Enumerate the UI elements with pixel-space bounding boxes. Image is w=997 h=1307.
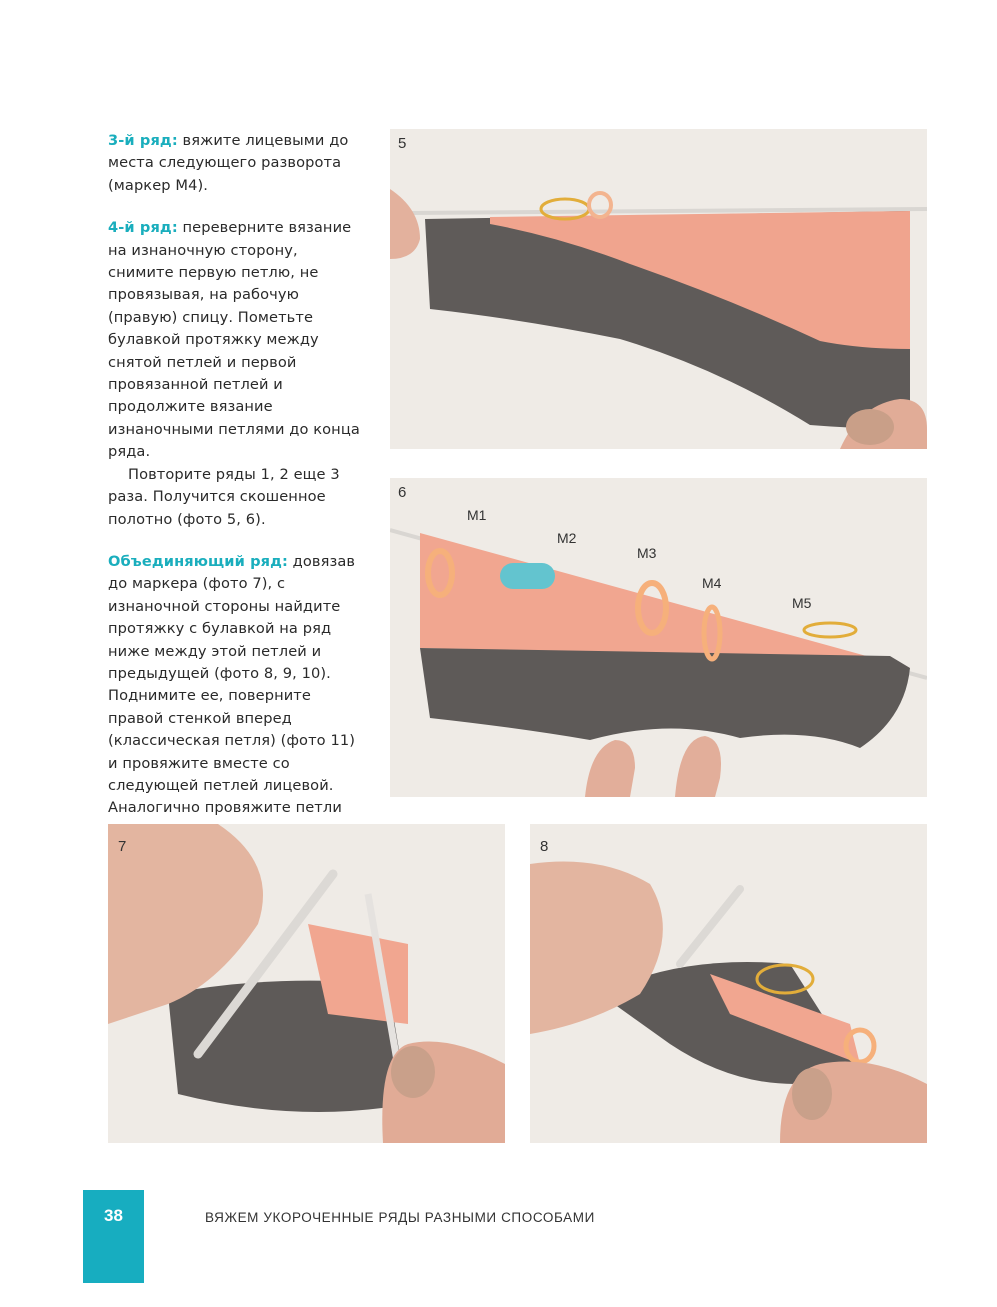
- paragraph-row-3: [108, 130, 364, 197]
- section-title: ВЯЖЕМ УКОРОЧЕННЫЕ РЯДЫ РАЗНЫМИ СПОСОБАМИ: [205, 1210, 595, 1225]
- marker-label-m2: M2: [557, 530, 577, 546]
- row-4-label: 4-й ряд:: [108, 219, 178, 237]
- photo-5: [390, 129, 927, 449]
- photo-8-illustration: [530, 824, 927, 1143]
- photo-7-number: 7: [118, 838, 127, 855]
- photo-5-illustration: [390, 129, 927, 449]
- repeat-body: Повторите ряды 1, 2 еще 3 раза. Получится скошенное полотно (фото 5, 6).: [108, 465, 340, 528]
- photo-6: [390, 478, 927, 797]
- paragraph-repeat: [108, 464, 364, 531]
- marker-label-m1: M1: [467, 507, 487, 523]
- photo-8: [530, 824, 927, 1143]
- marker-label-m5: M5: [792, 595, 812, 611]
- paragraph-joining-row: [108, 551, 364, 842]
- photo-6-number: 6: [398, 484, 407, 501]
- marker-label-m3: M3: [637, 545, 657, 561]
- photo-7-illustration: [108, 824, 505, 1143]
- joining-row-body: довязав до маркера (фото 7), с изнаночной стороны найдите протяжку с булавкой на ряд ниже между этой петлей и предыдущей (фото 8, 9, 10). Поднимите ее, поверните правой стенкой вперед (классическая петля) (фото 11) и провяжите вместе со следующей петлей лицевой. Аналогично провяжите петли: [108, 552, 356, 817]
- row-3-label: 3-й ряд:: [108, 132, 178, 149]
- photo-8-number: 8: [540, 838, 549, 855]
- paragraph-row-4: [108, 217, 364, 463]
- photo-5-number: 5: [398, 135, 407, 152]
- marker-label-m4: M4: [702, 575, 722, 591]
- page-number: 38: [104, 1206, 123, 1225]
- instructions-text: [108, 130, 364, 862]
- photo-6-illustration: [390, 478, 927, 797]
- row-4-body: переверните вязание на изнаночную сторону, снимите первую петлю, не провязывая, на рабочую (правую) спицу. Пометьте булавкой протяжку между снятой петлей и первой провязанной петлей и продолжите вязание изнаночными петлями до конца ряда.: [108, 219, 360, 461]
- row-3-body: вяжите лицевыми до места следующего разворота (маркер М4).: [108, 132, 349, 194]
- photo-7: [108, 824, 505, 1143]
- page-number-box: [83, 1190, 144, 1283]
- joining-row-label: Объединяющий ряд:: [108, 552, 288, 570]
